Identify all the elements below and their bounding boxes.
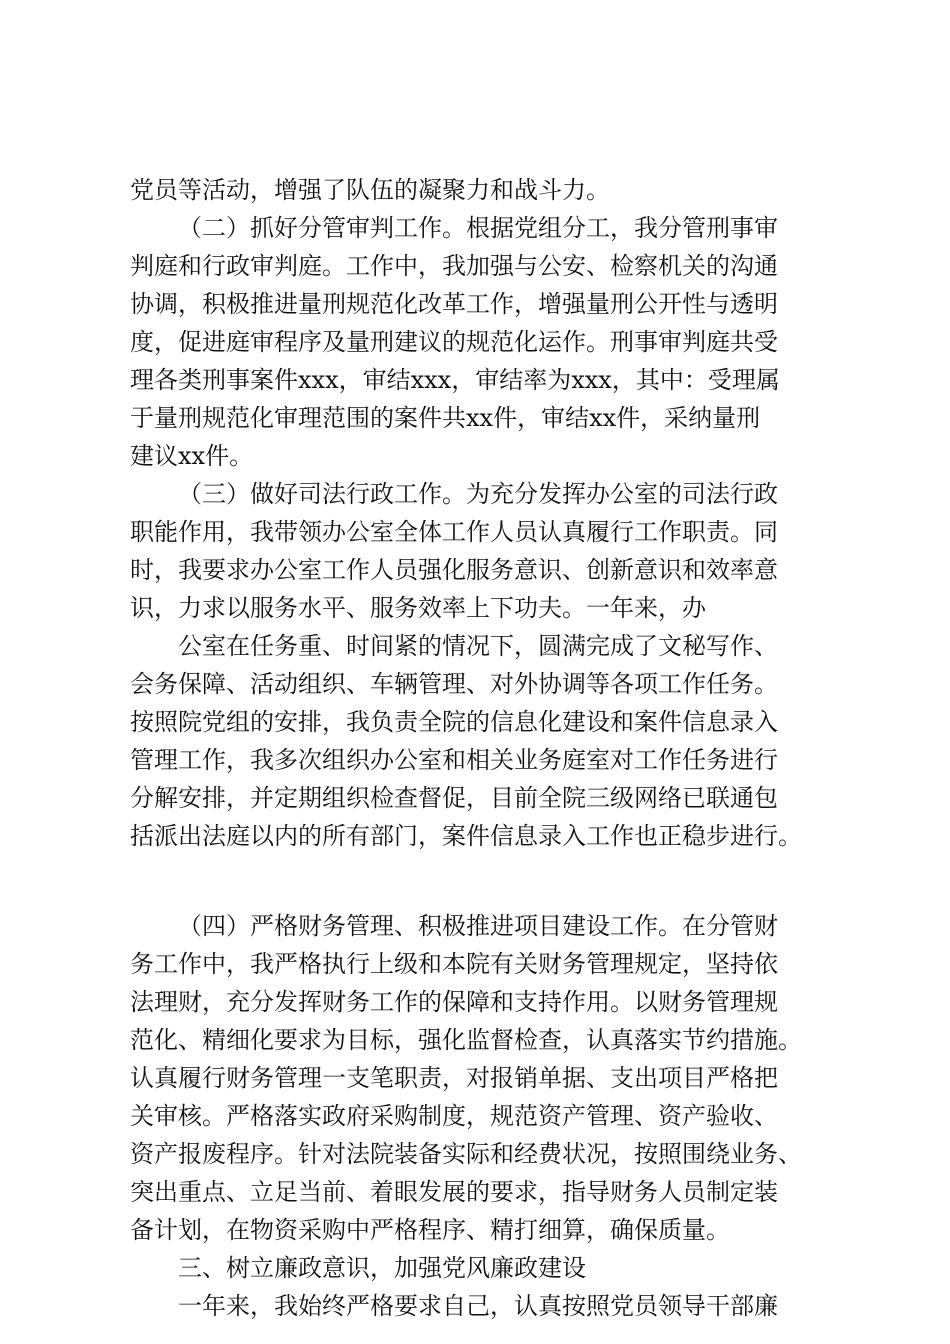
text-line: 突出重点、立足当前、着眼发展的要求，指导财务人员制定装: [130, 1178, 778, 1206]
text-line: 括派出法庭以内的所有部门，案件信息录入工作也正稳步进行。: [130, 822, 802, 850]
paragraph-4-heading: （四）严格财务管理、积极推进项目建设工作。在分管财: [178, 912, 778, 940]
text-line: 备计划，在物资采购中严格程序、精打细算，确保质量。: [130, 1216, 730, 1244]
text-line: 关审核。严格落实政府采购制度，规范资产管理、资产验收、: [130, 1102, 778, 1130]
text-line: 识，力求以服务水平、服务效率上下功夫。一年来，办: [130, 594, 706, 622]
text-line: 管理工作，我多次组织办公室和相关业务庭室对工作任务进行: [130, 746, 778, 774]
text-line: 分解安排，并定期组织检查督促，目前全院三级网络已联通包: [130, 784, 778, 812]
section-3-heading: 三、树立廉政意识，加强党风廉政建设: [178, 1254, 586, 1282]
paragraph-3-heading: （三）做好司法行政工作。为充分发挥办公室的司法行政: [178, 480, 778, 508]
text-line: 建议xx件。: [130, 442, 254, 470]
text-line: 协调，积极推进量刑规范化改革工作，增强量刑公开性与透明: [130, 290, 778, 318]
text-line: 职能作用，我带领办公室全体工作人员认真履行工作职责。同: [130, 518, 778, 546]
text-line: 务工作中，我严格执行上级和本院有关财务管理规定，坚持依: [130, 950, 778, 978]
text-line: 理各类刑事案件xxx，审结xxx，审结率为xxx，其中：受理属: [130, 366, 780, 394]
text-line: 范化、精细化要求为目标，强化监督检查，认真落实节约措施。: [130, 1026, 802, 1054]
text-line: 认真履行财务管理一支笔职责，对报销单据、支出项目严格把: [130, 1064, 778, 1092]
text-line: 时，我要求办公室工作人员强化服务意识、创新意识和效率意: [130, 556, 778, 584]
text-line: 公室在任务重、时间紧的情况下，圆满完成了文秘写作、: [178, 632, 778, 660]
text-line: 资产报废程序。针对法院装备实际和经费状况，按照围绕业务、: [130, 1140, 802, 1168]
text-line: 判庭和行政审判庭。工作中，我加强与公安、检察机关的沟通: [130, 252, 778, 280]
text-line: 于量刑规范化审理范围的案件共xx件，审结xx件，采纳量刑: [130, 404, 761, 432]
text-line: 会务保障、活动组织、车辆管理、对外协调等各项工作任务。: [130, 670, 778, 698]
text-line: 度，促进庭审程序及量刑建议的规范化运作。刑事审判庭共受: [130, 328, 778, 356]
text-line: 法理财，充分发挥财务工作的保障和支持作用。以财务管理规: [130, 988, 778, 1016]
text-line: 一年来，我始终严格要求自己，认真按照党员领导干部廉: [178, 1292, 778, 1320]
text-line: 按照院党组的安排，我负责全院的信息化建设和案件信息录入: [130, 708, 778, 736]
paragraph-2-heading: （二）抓好分管审判工作。根据党组分工，我分管刑事审: [178, 214, 778, 242]
text-line: 党员等活动，增强了队伍的凝聚力和战斗力。: [130, 176, 610, 204]
